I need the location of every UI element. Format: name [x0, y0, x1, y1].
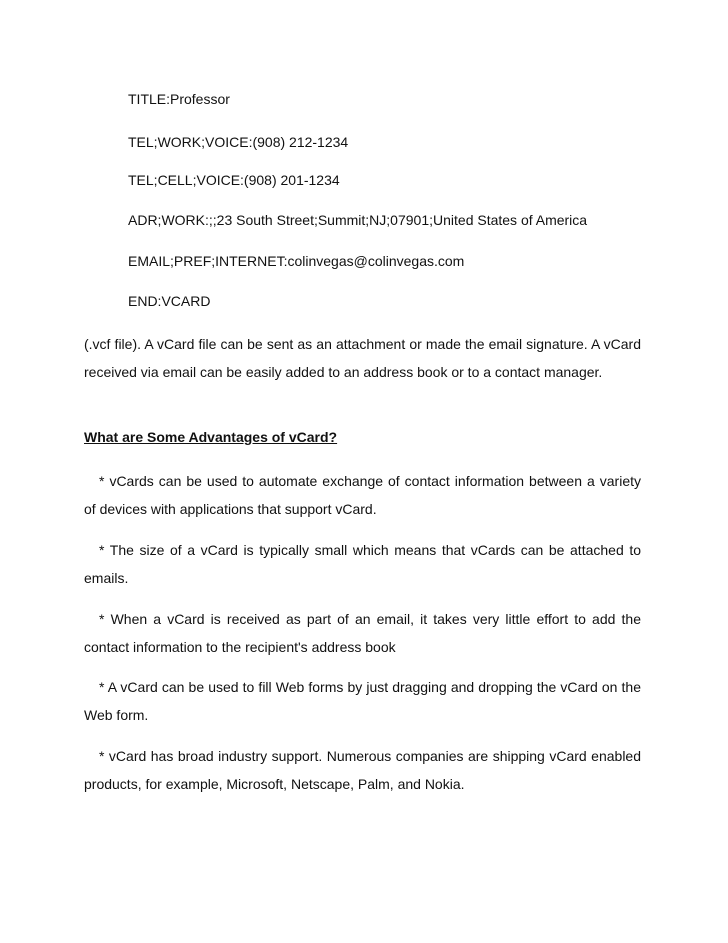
vcard-line-tel-cell: TEL;CELL;VOICE:(908) 201-1234 [128, 172, 340, 188]
advantage-item-1: * vCards can be used to automate exchange of contact information between a variety of devices with applications that support vCard. [84, 473, 641, 517]
vcard-line-tel-work: TEL;WORK;VOICE:(908) 212-1234 [128, 134, 349, 150]
vcard-line-email: EMAIL;PREF;INTERNET:colinvegas@colinvegas.com [128, 253, 465, 269]
vcard-line-address: ADR;WORK:;;23 South Street;Summit;NJ;07901;United States of America [128, 212, 588, 228]
advantage-item-2: * The size of a vCard is typically small which means that vCards can be attached to emails. [84, 542, 641, 586]
advantage-item-4: * A vCard can be used to fill Web forms by just dragging and dropping the vCard on the Web form. [84, 679, 641, 723]
advantage-item-5: * vCard has broad industry support. Numerous companies are shipping vCard enabled products, for example, Microsoft, Netscape, Palm, and Nokia. [84, 748, 641, 792]
intro-paragraph: (.vcf file). A vCard file can be sent as an attachment or made the email signature. A vCard received via email can be easily added to an address book or to a contact manager. [84, 336, 641, 380]
section-heading: What are Some Advantages of vCard? [84, 429, 338, 445]
advantage-item-3: * When a vCard is received as part of an email, it takes very little effort to add the contact information to the recipient's address book [84, 611, 641, 655]
vcard-line-end: END:VCARD [128, 293, 211, 309]
vcard-line-title: TITLE:Professor [128, 91, 230, 107]
